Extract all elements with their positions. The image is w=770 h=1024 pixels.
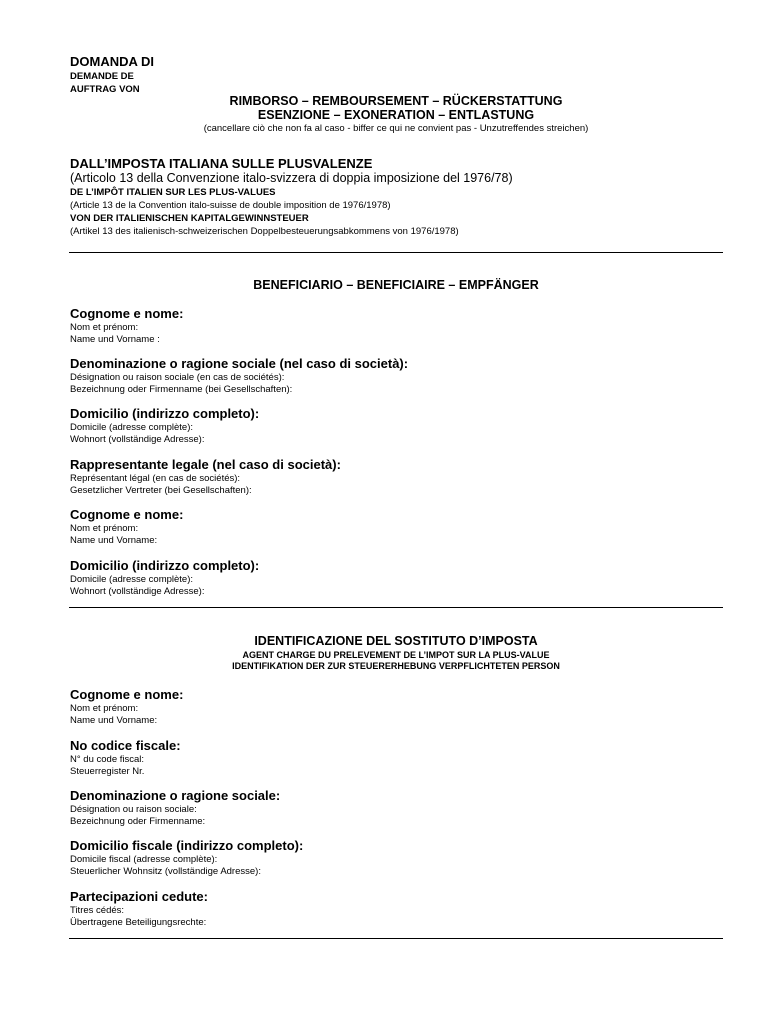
field-label-fr: Désignation ou raison sociale (en cas de sociétés): (70, 372, 285, 383)
field-label-de: Wohnort (vollständige Adresse): (70, 433, 205, 445)
header-it: DOMANDA DI (70, 54, 155, 69)
field-label-de: Name und Vorname: (70, 714, 158, 726)
agent-section-sub-de: IDENTIFIKATION DER ZUR STEUERERHEBUNG VERPFLICHTETEN PERSON (232, 661, 560, 671)
field-label-fr: Représentant légal (en cas de sociétés): (70, 473, 241, 484)
field-label: No codice fiscale: (70, 738, 181, 753)
field-label: Domicilio fiscale (indirizzo completo): (70, 838, 304, 853)
tax-sub-de: (Artikel 13 des italienisch-schweizerischen Doppelbesteuerungsabkommens von 1976/1978) (70, 226, 459, 237)
fiscal-address-field[interactable] (70, 838, 710, 877)
agent-name-field[interactable] (70, 687, 710, 726)
divider (69, 607, 723, 608)
agent-section-sub-fr: AGENT CHARGE DU PRELEVEMENT DE L’IMPOT SUR LA PLUS-VALUE (242, 650, 550, 660)
title-note: (cancellare ciò che non fa al caso - biffer ce qui ne convient pas - Unzutreffendes streichen) (203, 123, 589, 134)
field-label: Cognome e nome: (70, 306, 184, 321)
legal-representative-field[interactable] (70, 457, 710, 496)
field-label: Denominazione o ragione sociale (nel caso di società): (70, 356, 409, 371)
document-title (70, 94, 722, 136)
field-label-fr: Nom et prénom: (70, 322, 139, 333)
tax-code-field[interactable] (70, 738, 710, 777)
field-label-fr: Titres cédés: (70, 905, 125, 916)
field-label-de: Steuerlicher Wohnsitz (vollständige Adresse): (70, 865, 261, 877)
tax-sub-it: (Articolo 13 della Convenzione italo-svizzera di doppia imposizione del 1976/78) (70, 171, 513, 185)
tax-sub-fr: (Article 13 de la Convention italo-suisse de double imposition de 1976/1978) (70, 200, 391, 211)
tax-title-de: VON DER ITALIENISCHEN KAPITALGEWINNSTEUER (70, 213, 309, 224)
divider (69, 938, 723, 939)
header-de: AUFTRAG VON (70, 84, 140, 95)
field-label-de: Bezeichnung oder Firmenname: (70, 815, 206, 827)
field-label-fr: Nom et prénom: (70, 523, 139, 534)
beneficiary-name-field[interactable] (70, 306, 710, 345)
field-label: Denominazione o ragione sociale: (70, 788, 281, 803)
field-label: Rappresentante legale (nel caso di società): (70, 457, 341, 472)
divider (69, 252, 723, 253)
request-header (70, 53, 710, 96)
beneficiary-section-title: BENEFICIARIO – BENEFICIAIRE – EMPFÄNGER (253, 278, 539, 292)
field-label-de: Wohnort (vollständige Adresse): (70, 585, 205, 597)
field-label-de: Übertragene Beteiligungsrechte: (70, 916, 207, 928)
field-label-de: Bezeichnung oder Firmenname (bei Gesellschaften): (70, 383, 293, 395)
title-line-refund: RIMBORSO – REMBOURSEMENT – RÜCKERSTATTUNG (229, 94, 563, 108)
agent-company-name-field[interactable] (70, 788, 710, 827)
field-label: Domicilio (indirizzo completo): (70, 558, 260, 573)
beneficiary-company-name-field[interactable] (70, 356, 710, 395)
field-label-de: Steuerregister Nr. (70, 765, 145, 777)
field-label-fr: Domicile fiscal (adresse complète): (70, 854, 218, 865)
field-label-de: Name und Vorname: (70, 534, 158, 546)
transferred-holdings-field[interactable] (70, 889, 710, 928)
field-label-de: Gesetzlicher Vertreter (bei Gesellschaften): (70, 484, 252, 496)
header-fr: DEMANDE DE (70, 71, 134, 82)
field-label: Partecipazioni cedute: (70, 889, 208, 904)
field-label-fr: Domicile (adresse complète): (70, 422, 194, 433)
field-label: Cognome e nome: (70, 687, 184, 702)
field-label-fr: N° du code fiscal: (70, 754, 145, 765)
field-label: Cognome e nome: (70, 507, 184, 522)
field-label-de: Name und Vorname : (70, 333, 160, 345)
tax-title-it: DALL’IMPOSTA ITALIANA SULLE PLUSVALENZE (70, 156, 373, 171)
tax-title-fr: DE L’IMPÔT ITALIEN SUR LES PLUS-VALUES (70, 187, 276, 198)
beneficiary-address-field[interactable] (70, 406, 710, 445)
agent-section-title: IDENTIFICAZIONE DEL SOSTITUTO D’IMPOSTA (254, 634, 538, 648)
field-label-fr: Domicile (adresse complète): (70, 574, 194, 585)
title-line-exemption: ESENZIONE – EXONERATION – ENTLASTUNG (257, 108, 535, 122)
representative-name-field[interactable] (70, 507, 710, 546)
representative-address-field[interactable] (70, 558, 710, 597)
field-label-fr: Nom et prénom: (70, 703, 139, 714)
field-label-fr: Désignation ou raison sociale: (70, 804, 197, 815)
tax-description (70, 156, 730, 238)
field-label: Domicilio (indirizzo completo): (70, 406, 260, 421)
